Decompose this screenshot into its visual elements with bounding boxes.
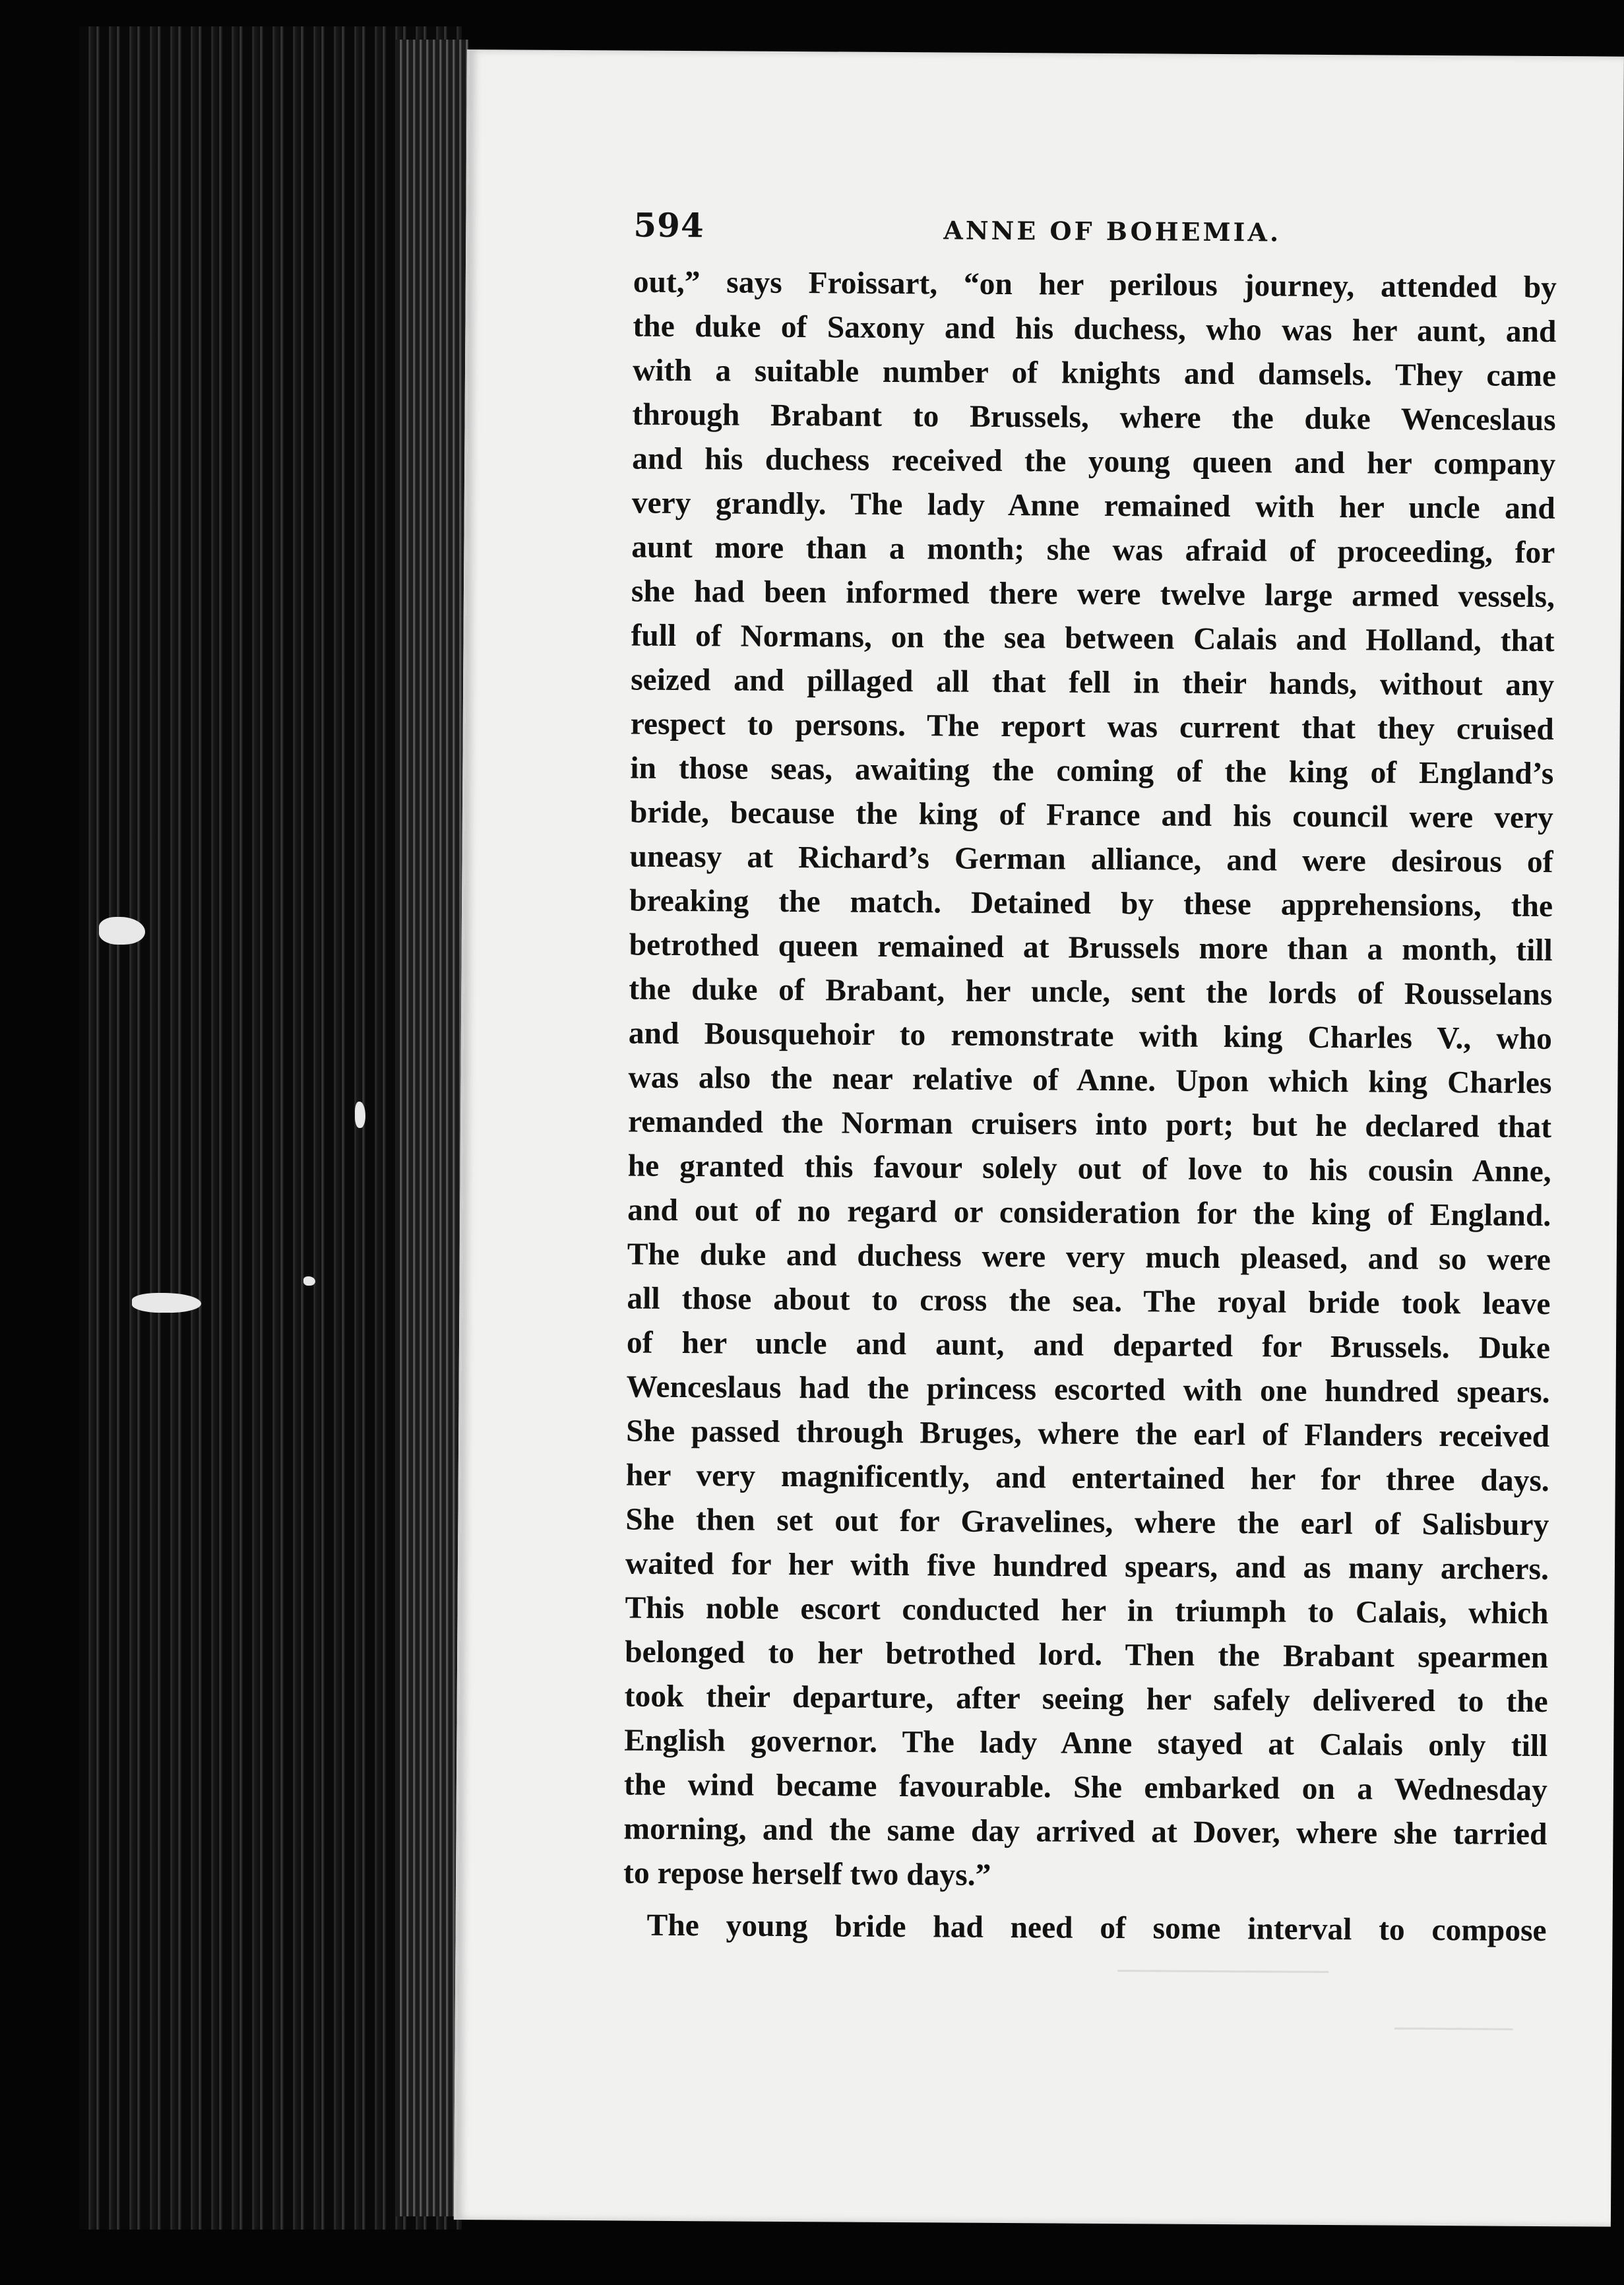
text-line: in those seas, awaiting the coming of the king of England’s bbox=[630, 751, 1554, 792]
text-line: full of Normans, on the sea between Calais and Holland, that bbox=[631, 618, 1555, 659]
text-line: The young bride had need of some interval to compose bbox=[646, 1908, 1547, 1949]
body-text bbox=[623, 261, 1557, 1954]
text-line: she had been informed there were twelve large armed vessels, bbox=[631, 574, 1555, 615]
text-line: he granted this favour solely out of love to his cousin Anne, bbox=[627, 1148, 1551, 1189]
text-line: She passed through Bruges, where the earl of Flanders received bbox=[626, 1414, 1550, 1455]
paragraph bbox=[623, 1903, 1546, 1953]
text-line: and out of no regard or consideration for the king of England. bbox=[627, 1193, 1551, 1234]
text-line: respect to persons. The report was current that they cruised bbox=[630, 706, 1554, 747]
scan-speck bbox=[303, 1276, 315, 1286]
text-line: Wenceslaus had the princess escorted with one hundred spears. bbox=[626, 1369, 1550, 1410]
scan-speck bbox=[99, 917, 145, 945]
text-line: and Bousquehoir to remonstrate with king Charles V., who bbox=[628, 1016, 1553, 1057]
text-line: to repose herself two days.” bbox=[623, 1856, 991, 1893]
show-through-mark bbox=[1394, 2028, 1513, 2030]
text-line: all those about to cross the sea. The royal bride took leave bbox=[627, 1281, 1551, 1322]
text-line: remanded the Norman cruisers into port; but he declared that bbox=[627, 1104, 1552, 1145]
text-line: out,” says Froissart, “on her perilous journey, attended by bbox=[633, 265, 1557, 305]
text-line: English governor. The lady Anne stayed at Calais only till bbox=[624, 1723, 1548, 1764]
text-line: the duke of Brabant, her uncle, sent the lords of Rousselans bbox=[629, 972, 1553, 1013]
text-line: waited for her with five hundred spears, and as many archers. bbox=[625, 1546, 1549, 1587]
text-line: breaking the match. Detained by these apprehensions, the bbox=[629, 883, 1553, 924]
text-line: The duke and duchess were very much pleased, and so were bbox=[627, 1237, 1551, 1278]
text-line: bride, because the king of France and his council were very bbox=[629, 795, 1554, 836]
text-line: through Brabant to Brussels, where the duke Wenceslaus bbox=[632, 397, 1556, 438]
text-line: the wind became favourable. She embarked on a Wednesday bbox=[623, 1767, 1548, 1808]
show-through-mark bbox=[1117, 1970, 1328, 1973]
text-line: belonged to her betrothed lord. Then the Brabant spearmen bbox=[625, 1635, 1549, 1675]
text-line: of her uncle and aunt, and departed for Brussels. Duke bbox=[626, 1325, 1551, 1366]
text-line: betrothed queen remained at Brussels more than a month, till bbox=[629, 927, 1553, 968]
text-line: This noble escort conducted her in triumph to Calais, which bbox=[625, 1590, 1549, 1631]
text-line: and his duchess received the young queen and her company bbox=[632, 441, 1556, 482]
page-number: 594 bbox=[633, 205, 704, 245]
page-header bbox=[633, 206, 1511, 257]
text-line: morning, and the same day arrived at Dover, where she tarried bbox=[623, 1811, 1547, 1852]
text-line: was also the near relative of Anne. Upon which king Charles bbox=[628, 1060, 1552, 1101]
text-line: aunt more than a month; she was afraid of proceeding, for bbox=[631, 530, 1555, 571]
running-head: ANNE OF BOHEMIA. bbox=[943, 215, 1282, 247]
printed-page bbox=[454, 49, 1624, 2227]
text-line: She then set out for Gravelines, where the earl of Salisbury bbox=[625, 1502, 1549, 1543]
scan-speck bbox=[132, 1293, 201, 1313]
scan-speck bbox=[355, 1102, 365, 1128]
text-line: with a suitable number of knights and damsels. They came bbox=[632, 353, 1557, 394]
text-line: took their departure, after seeing her safely delivered to the bbox=[624, 1679, 1548, 1720]
paragraph bbox=[623, 261, 1557, 1902]
text-line: her very magnificently, and entertained her for three days. bbox=[625, 1458, 1549, 1499]
text-line: uneasy at Richard’s German alliance, and were desirous of bbox=[629, 839, 1553, 880]
text-line: seized and pillaged all that fell in their hands, without any bbox=[631, 662, 1555, 703]
text-line: very grandly. The lady Anne remained with her uncle and bbox=[631, 485, 1555, 526]
text-line: the duke of Saxony and his duchess, who was her aunt, and bbox=[633, 309, 1557, 350]
